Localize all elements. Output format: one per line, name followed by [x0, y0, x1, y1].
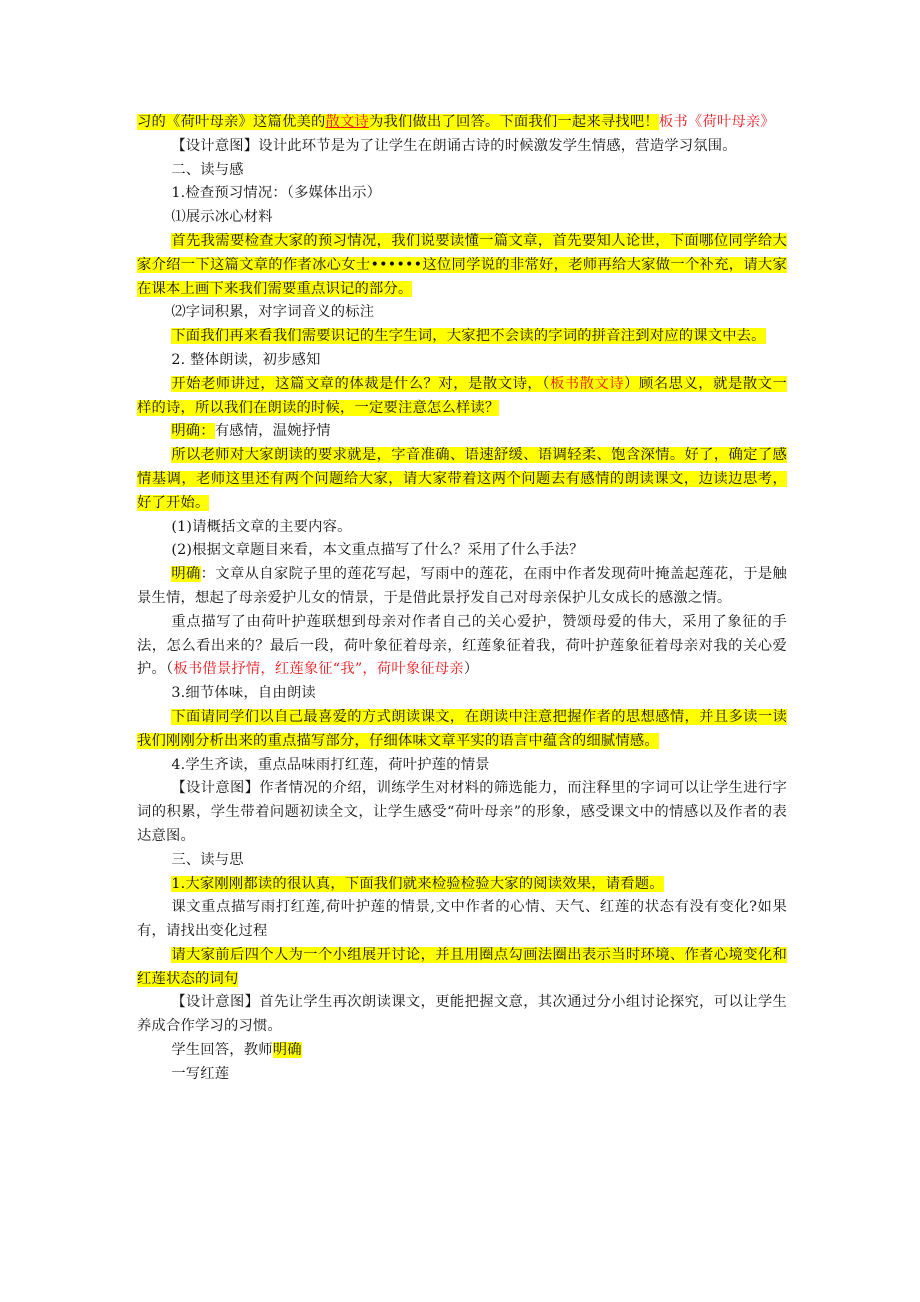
board-note-text: 板书借景抒情，红莲象征“我”，荷叶象征母亲: [173, 661, 464, 678]
paragraph: [137, 373, 787, 421]
paragraph: [137, 325, 787, 349]
text-segment: ：文章从自家院子里的莲花写起，写雨中的莲花，在雨中作者发现荷叶掩盖起莲花，于是触景生情，想起了母亲爱护儿女的情景，于是借此景抒发自己对母亲保护儿女成长的感激之情。: [137, 566, 787, 606]
paragraph: [137, 301, 787, 325]
paragraph: [137, 873, 787, 897]
highlighted-text: ）顾名思义，就是散文一样的诗，所以我们在朗读的时候，一定要注意怎么样读？: [137, 375, 787, 416]
paragraph: [137, 563, 787, 611]
text-segment: 学生回答，教师: [171, 1042, 273, 1059]
text-segment: 【设计意图】首先让学生再次朗读课文，更能把握文意，其次通过分小组讨论探究，可以让学生养成合作学习的习惯。: [137, 994, 787, 1035]
text-segment: 一写红莲: [171, 1065, 230, 1082]
text-segment: 二、读与感: [171, 161, 244, 178]
highlighted-text: 明确：: [171, 423, 215, 440]
highlighted-text: 下面我们再来看我们需要识记的生字生词，大家把不会读的字词的拼音注到对应的课文中去。: [171, 328, 766, 345]
highlighted-text: 散文诗: [325, 114, 369, 130]
paragraph: [137, 944, 787, 992]
highlighted-text: 习的《荷叶母亲》这篇优美的: [137, 114, 326, 130]
highlighted-text: 1.大家刚刚都读的很认真，下面我们就来检验检验大家的阅读效果，请看题。: [171, 875, 664, 892]
text-segment: ⑵字词积累，对字词音义的标注: [171, 304, 375, 321]
text-segment: (1)请概括文章的主要内容。: [171, 518, 352, 535]
paragraph: [137, 682, 787, 706]
text-segment: 4.学生齐读，重点品味雨打红莲，荷叶护莲的情景: [171, 756, 490, 773]
text-segment: ）: [463, 661, 479, 678]
paragraph: [137, 539, 787, 563]
highlighted-text: 下面请同学们以自己最喜爱的方式朗读课文，在朗读中注意把握作者的思想感情，并且多读一读我们刚刚分析出来的重点描写部分，仔细体味文章平实的语言中蕴含的细腻情感。: [137, 708, 787, 749]
text-segment: (2)根据文章题目来看，本文重点描写了什么？采用了什么手法？: [171, 542, 584, 559]
text-segment: 有感情，温婉抒情: [214, 423, 331, 440]
paragraph: [137, 1063, 787, 1087]
paragraph: [137, 849, 787, 873]
text-segment: 【设计意图】作者情况的介绍，训练学生对材料的筛选能力，而注释里的字词可以让学生进行字词的积累，学生带着问题初读全文，让学生感受“荷叶母亲”的形象，感受课文中的情感以及作者的表达意图。: [137, 780, 787, 844]
highlighted-text: 为我们做出了回答。下面我们一起来寻找吧！: [368, 114, 659, 130]
paragraph: [137, 159, 787, 183]
paragraph: [137, 135, 787, 159]
text-segment: 重点描写了由荷叶护莲联想到母亲对作者自己的关心爱护，赞颂母爱的伟大，采用了象征的手法，怎么看出来的？最后一段，荷叶象征着母亲，红莲象征着我，荷叶护莲象征着母亲对我的关心爱护。（: [137, 613, 787, 678]
highlighted-text: 开始老师讲过，这篇文章的体裁是什么？对，是散文诗，（: [171, 375, 550, 392]
text-segment: 1.检查预习情况：（多媒体出示）: [171, 185, 382, 202]
text-segment: 2. 整体朗读，初步感知: [171, 351, 321, 368]
paragraph: [137, 206, 787, 230]
paragraph: [137, 182, 787, 206]
board-note-text: 板书《荷叶母亲》: [658, 114, 775, 130]
paragraph: [137, 230, 787, 301]
paragraph: [137, 777, 787, 848]
paragraph: [137, 516, 787, 540]
text-segment: 3.细节体味，自由朗读: [171, 685, 316, 702]
highlighted-text: 明确: [272, 1042, 302, 1059]
highlighted-text: 首先我需要检查大家的预习情况，我们说要读懂一篇文章，首先要知人论世，下面哪位同学给大家介绍一下这篇文章的作者冰心女士••••••这位同学说的非常好，老师再给大家做一个补充，请大家在课本上画下来我们需要重点识记的部分。: [137, 232, 787, 297]
highlighted-text: 所以老师对大家朗读的要求就是，字音准确、语速舒缓、语调轻柔、饱含深情。好了，确定了感情基调，老师这里还有两个问题给大家，请大家带着这两个问题去有感情的朗读课文，边读边思考，好了开始。: [137, 447, 787, 511]
document-body: [137, 111, 787, 1087]
highlighted-text: 明确: [171, 566, 201, 583]
paragraph: [137, 611, 787, 682]
highlighted-text: 板书散文诗: [549, 375, 625, 392]
paragraph: [137, 349, 787, 373]
paragraph: [137, 896, 787, 944]
text-segment: 三、读与思: [171, 851, 244, 868]
paragraph: [137, 991, 787, 1039]
paragraph: [137, 111, 787, 135]
text-segment: 课文重点描写雨打红莲,荷叶护莲的情景,文中作者的心情、天气、红莲的状态有没有变化?如果有，请找出变化过程: [137, 899, 787, 940]
paragraph: [137, 706, 787, 754]
text-segment: ⑴展示冰心材料: [171, 209, 273, 226]
paragraph: [137, 1039, 787, 1063]
paragraph: [137, 420, 787, 444]
text-segment: 【设计意图】设计此环节是为了让学生在朗诵古诗的时候激发学生情感，营造学习氛围。: [171, 137, 737, 154]
highlighted-text: 请大家前后四个人为一个小组展开讨论，并且用圈点勾画法圈出表示当时环境、作者心境变化和红莲状态的词句: [137, 946, 787, 987]
paragraph: [137, 754, 787, 778]
paragraph: [137, 444, 787, 515]
